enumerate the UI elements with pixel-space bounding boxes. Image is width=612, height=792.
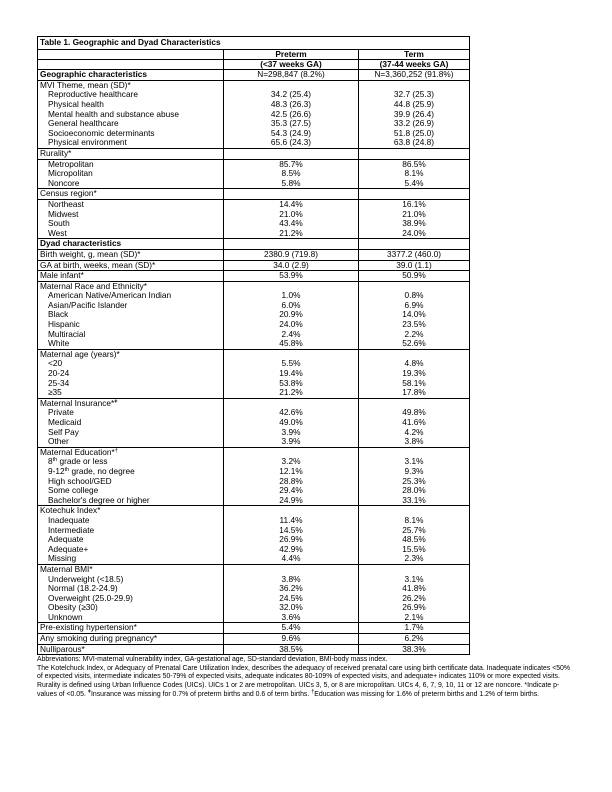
term-value [359, 564, 470, 574]
row-label [38, 388, 224, 398]
table-row [38, 339, 470, 349]
term-value: 50.9% [359, 271, 470, 282]
category-row [38, 148, 470, 159]
row-label-text: Underweight (<18.5) [48, 573, 124, 584]
row-label [38, 379, 224, 389]
term-value: 33.1% [402, 494, 426, 505]
row-label-text: Adequate+ [48, 543, 89, 554]
preterm-value: 42.5 (26.6) [224, 110, 359, 120]
term-value: 0.8% [404, 290, 424, 301]
row-label-text: 8 [48, 456, 53, 467]
term-value: 48.5% [402, 534, 426, 545]
term-value: 41.6% [402, 417, 426, 427]
term-value: 86.5% [359, 159, 470, 169]
row-label [38, 613, 224, 623]
term-value: 63.8 (24.8) [393, 137, 435, 148]
preterm-value: 14.4% [224, 199, 359, 209]
row-label-text: Physical environment [48, 137, 127, 148]
term-n: N=3,360,252 (91.8%) [359, 70, 470, 80]
preterm-value: 6.0% [224, 301, 359, 311]
preterm-value: 2.4% [224, 330, 359, 340]
preterm-value: 36.2% [224, 584, 359, 594]
term-value: 49.8% [402, 407, 426, 418]
row-label [38, 644, 224, 655]
row-label-text: Kotechuk Index* [40, 505, 101, 516]
row-label-text: MVI Theme, mean (SD)* [40, 79, 131, 90]
preterm-value: 14.5% [224, 526, 359, 536]
term-value: 3377.2 (460.0) [359, 249, 470, 260]
row-label [38, 179, 224, 189]
preterm-value: 48.3 (26.3) [224, 100, 359, 110]
preterm-value: 85.7% [224, 159, 359, 169]
preterm-value: 21.0% [224, 210, 359, 220]
term-value [359, 189, 470, 200]
row-label [38, 349, 224, 359]
row-label-text: Metropolitan [48, 158, 94, 169]
row-label-text: Census region* [40, 188, 97, 199]
row-label [38, 189, 224, 200]
document [37, 36, 577, 699]
term-value: 38.3% [359, 644, 470, 655]
row-label-text: Intermediate [48, 524, 95, 535]
row-label-superscript: † [114, 447, 118, 454]
row-label-text: Normal (18.2-24.9) [48, 583, 118, 594]
header-row-1 [38, 49, 470, 59]
row-label-text: High school/GED [48, 475, 112, 486]
row-label [38, 271, 224, 282]
preterm-value: 43.4% [224, 219, 359, 229]
table-row [38, 437, 470, 447]
term-value: 5.4% [404, 177, 424, 188]
preterm-value [224, 564, 359, 574]
term-value: 2.3% [404, 553, 424, 564]
row-label-text: Private [48, 407, 74, 418]
category-row [38, 271, 470, 282]
preterm-ga-header: (<37 weeks GA) [224, 60, 359, 70]
term-value: 6.9% [404, 299, 424, 310]
term-value: 4.8% [404, 358, 424, 369]
term-value: 26.9% [402, 602, 426, 613]
preterm-value: 11.4% [224, 516, 359, 526]
term-value: 2.2% [404, 328, 424, 339]
row-label-superscript: th [64, 466, 70, 473]
term-value: 38.9% [402, 218, 426, 229]
methods-note [37, 665, 575, 699]
row-label-text: Dyad characteristics [40, 238, 122, 249]
table-footnotes [37, 656, 575, 699]
preterm-value: 32.0% [224, 603, 359, 613]
term-value: 52.6% [402, 338, 426, 349]
category-row [38, 634, 470, 645]
term-value: 41.8% [402, 583, 426, 594]
table-row [38, 554, 470, 564]
preterm-value: 3.6% [224, 613, 359, 623]
row-label-text: Noncore [48, 177, 80, 188]
section-header-row [38, 239, 470, 250]
row-label [38, 496, 224, 506]
term-value: 4.2% [404, 426, 424, 437]
term-value: 3.1% [404, 573, 424, 584]
preterm-value: 19.4% [224, 369, 359, 379]
row-label [38, 623, 224, 634]
table-row [38, 613, 470, 623]
term-value: 14.0% [402, 309, 426, 320]
row-label-text: Rurality* [40, 147, 72, 158]
geographic-characteristics-header: Geographic characteristics [38, 70, 224, 80]
term-header: Term [359, 49, 470, 59]
insurance-note: Insurance was missing for 0.7% of preterm births and 0.6 of term births. [90, 690, 312, 698]
row-label-text: Missing [48, 553, 77, 564]
preterm-value [224, 189, 359, 200]
insurance-footnote-symbol: ǂ [87, 688, 91, 695]
row-label-text: 9-12 [48, 465, 65, 476]
term-value: 8.1% [404, 168, 424, 179]
term-value: 1.7% [359, 623, 470, 634]
term-value: 39.9 (26.4) [393, 108, 435, 119]
row-label-text: Overweight (25.0-29.9) [48, 592, 133, 603]
row-label-text: Some college [48, 485, 99, 496]
abbreviations-note: Abbreviations: MVI-maternal vulnerability index, GA-gestational age, SD-standard deviation, BMI-body mass index. [37, 656, 388, 664]
term-value: 33.2 (26.9) [393, 118, 435, 129]
row-label [38, 249, 224, 260]
term-value: 26.2% [402, 592, 426, 603]
row-label-text: Obesity (≥30) [48, 602, 98, 613]
row-label-text: American Native/American Indian [48, 290, 172, 301]
preterm-value: 65.6 (24.3) [224, 138, 359, 148]
row-label-text: GA at birth, weeks, mean (SD)* [40, 259, 156, 270]
row-label [38, 634, 224, 645]
education-note: Education was missing for 1.6% of preterm births and 1.2% of term births. [314, 690, 540, 698]
row-label-text: Male infant* [40, 270, 84, 281]
term-value: 6.2% [359, 634, 470, 645]
term-value: 39.0 (1.1) [359, 260, 470, 271]
term-value: 21.0% [402, 208, 426, 219]
header-row-2 [38, 60, 470, 70]
preterm-value: 24.9% [224, 496, 359, 506]
preterm-value: 5.5% [224, 359, 359, 369]
table-body [38, 37, 470, 655]
preterm-value: 54.3 (24.9) [224, 129, 359, 139]
row-label-text: South [48, 218, 70, 229]
row-label-text: Bachelor's degree or higher [48, 494, 150, 505]
row-label-text: Inadequate [48, 514, 90, 525]
term-value: 16.1% [359, 199, 470, 209]
row-label-text: Other [48, 436, 69, 447]
row-label-text: Asian/Pacific Islander [48, 299, 128, 310]
row-label-text: Medicaid [48, 417, 82, 427]
row-label-text: Maternal Insurance* [40, 397, 115, 408]
term-value: 58.1% [402, 377, 426, 388]
preterm-value: 45.8% [224, 339, 359, 349]
row-label-text: Black [48, 309, 69, 320]
preterm-value: 3.2% [224, 457, 359, 467]
table-title-row [38, 37, 470, 50]
row-label-superscript: th [52, 457, 58, 464]
row-label-superscript: ǂ [114, 398, 118, 405]
education-footnote-symbol: † [311, 688, 315, 695]
preterm-value: 53.8% [224, 379, 359, 389]
category-row [38, 623, 470, 634]
term-value: 32.7 (25.3) [393, 89, 435, 100]
term-value: 19.3% [402, 368, 426, 379]
row-label-text: Self Pay [48, 426, 79, 437]
row-label-text: <20 [48, 358, 63, 369]
row-label-text: Birth weight, g, mean (SD)* [40, 248, 141, 259]
preterm-value: 24.5% [224, 594, 359, 604]
preterm-value: 42.9% [224, 545, 359, 555]
preterm-value: 8.5% [224, 169, 359, 179]
preterm-value: 3.9% [224, 428, 359, 438]
row-label [38, 554, 224, 564]
row-label-text: Midwest [48, 208, 79, 219]
term-value: 25.7% [402, 524, 426, 535]
preterm-value: 28.8% [224, 477, 359, 487]
row-label-text: ≥35 [48, 387, 62, 398]
row-label-text: West [48, 227, 67, 238]
preterm-value: 21.2% [224, 229, 359, 239]
row-label [38, 138, 224, 148]
term-value: 8.1% [404, 514, 424, 525]
row-label-text: Micropolitan [48, 168, 93, 179]
table-row [38, 496, 470, 506]
preterm-value: 42.6% [224, 408, 359, 418]
row-label-text: Maternal Race and Ethnicity* [40, 280, 147, 291]
row-label-text: Northeast [48, 198, 84, 209]
preterm-value: 49.0% [224, 418, 359, 428]
preterm-value: 29.4% [224, 486, 359, 496]
methods-note-text: The Kotelchuck Index, or Adequacy of Prenatal Care Utilization Index, describes the adequacy of received prenatal care using birth certificate data. Inadequate indicates <50% of expected visits, intermediate indicates 50-79% of expected visits, adequate indicates 80-109% of expected visits, and adequate+ indicates 110% or more expected visits. Rurality is defined using Urban Influence Codes (UICs). UICs 1 or 2 are metropolitan. UICs 3, 5, or 8 are micropolitan. UICs 4, 6, 7, 9, 10, 11 or 12 are noncore. *Indicate p-values of <0.05. [37, 664, 571, 698]
row-label-text: Maternal Education* [40, 446, 115, 457]
category-row [38, 249, 470, 260]
term-value: 51.8 (25.0) [393, 127, 435, 138]
preterm-value [224, 239, 359, 250]
preterm-value [224, 148, 359, 159]
row-label-text: General healthcare [48, 118, 119, 129]
row-label-text: White [48, 338, 70, 349]
term-value: 9.3% [404, 465, 424, 476]
row-label [38, 437, 224, 447]
term-value: 15.5% [402, 543, 426, 554]
preterm-value: 9.6% [224, 634, 359, 645]
preterm-value: 20.9% [224, 310, 359, 320]
preterm-value: 4.4% [224, 554, 359, 564]
preterm-value: 38.5% [224, 644, 359, 655]
row-label [38, 339, 224, 349]
row-label-text: Physical health [48, 99, 104, 109]
table-row [38, 229, 470, 239]
preterm-value: 1.0% [224, 291, 359, 301]
term-value: 24.0% [402, 227, 426, 238]
table-row [38, 179, 470, 189]
category-row [38, 260, 470, 271]
row-label-text: Socioeconomic determinants [48, 127, 155, 138]
term-value: 3.1% [404, 456, 424, 467]
preterm-value: 3.9% [224, 437, 359, 447]
preterm-value: 34.2 (25.4) [224, 90, 359, 100]
row-label-text: Reproductive healthcare [48, 89, 138, 100]
preterm-value: 12.1% [224, 467, 359, 477]
row-label-text: Mental health and substance abuse [48, 108, 180, 119]
row-label-suffix: grade, no degree [69, 465, 135, 476]
table-row [38, 138, 470, 148]
preterm-value: 53.9% [224, 271, 359, 282]
term-value: 2.1% [404, 611, 424, 622]
preterm-n: N=298,847 (8.2%) [224, 70, 359, 80]
row-label-text: Multiracial [48, 328, 86, 339]
preterm-value: 5.8% [224, 179, 359, 189]
term-value: 17.8% [402, 387, 426, 398]
preterm-header: Preterm [224, 49, 359, 59]
row-label-text: Nulliparous* [40, 643, 85, 654]
term-ga-header: (37-44 weeks GA) [359, 60, 470, 70]
row-label-text: Maternal BMI* [40, 563, 93, 574]
table-row [38, 388, 470, 398]
table-title: Table 1. Geographic and Dyad Characteristics [38, 37, 470, 50]
term-value: 25.3% [402, 475, 426, 486]
term-value: 28.0% [402, 485, 426, 496]
category-row [38, 644, 470, 655]
preterm-value: 26.9% [224, 535, 359, 545]
term-value [359, 148, 470, 159]
row-label-text: Adequate [48, 534, 84, 545]
row-label-text: Pre-existing hypertension* [40, 622, 137, 633]
row-label [38, 239, 224, 250]
term-value: 23.5% [402, 319, 426, 330]
row-label [38, 229, 224, 239]
term-value: 44.8 (25.9) [393, 99, 435, 109]
row-label-text: Maternal age (years)* [40, 348, 120, 359]
preterm-value: 3.8% [224, 575, 359, 585]
row-label [38, 260, 224, 271]
row-label-text: Unknown [48, 611, 83, 622]
preterm-value: 2380.9 (719.8) [224, 249, 359, 260]
preterm-value: 34.0 (2.9) [224, 260, 359, 271]
term-value: 3.8% [404, 436, 424, 447]
preterm-value: 21.2% [224, 388, 359, 398]
row-label-suffix: grade or less [57, 456, 108, 467]
category-row [38, 189, 470, 200]
term-value [359, 239, 470, 250]
preterm-value: 35.3 (27.5) [224, 119, 359, 129]
preterm-value: 24.0% [224, 320, 359, 330]
preterm-value: 5.4% [224, 623, 359, 634]
row-label [38, 148, 224, 159]
row-label-text: Hispanic [48, 319, 80, 330]
header-row-3 [38, 70, 470, 80]
row-label-text: 20-24 [48, 368, 70, 379]
characteristics-table [37, 36, 470, 655]
row-label-text: 25-34 [48, 377, 70, 388]
row-label-text: Any smoking during pregnancy* [40, 633, 158, 644]
